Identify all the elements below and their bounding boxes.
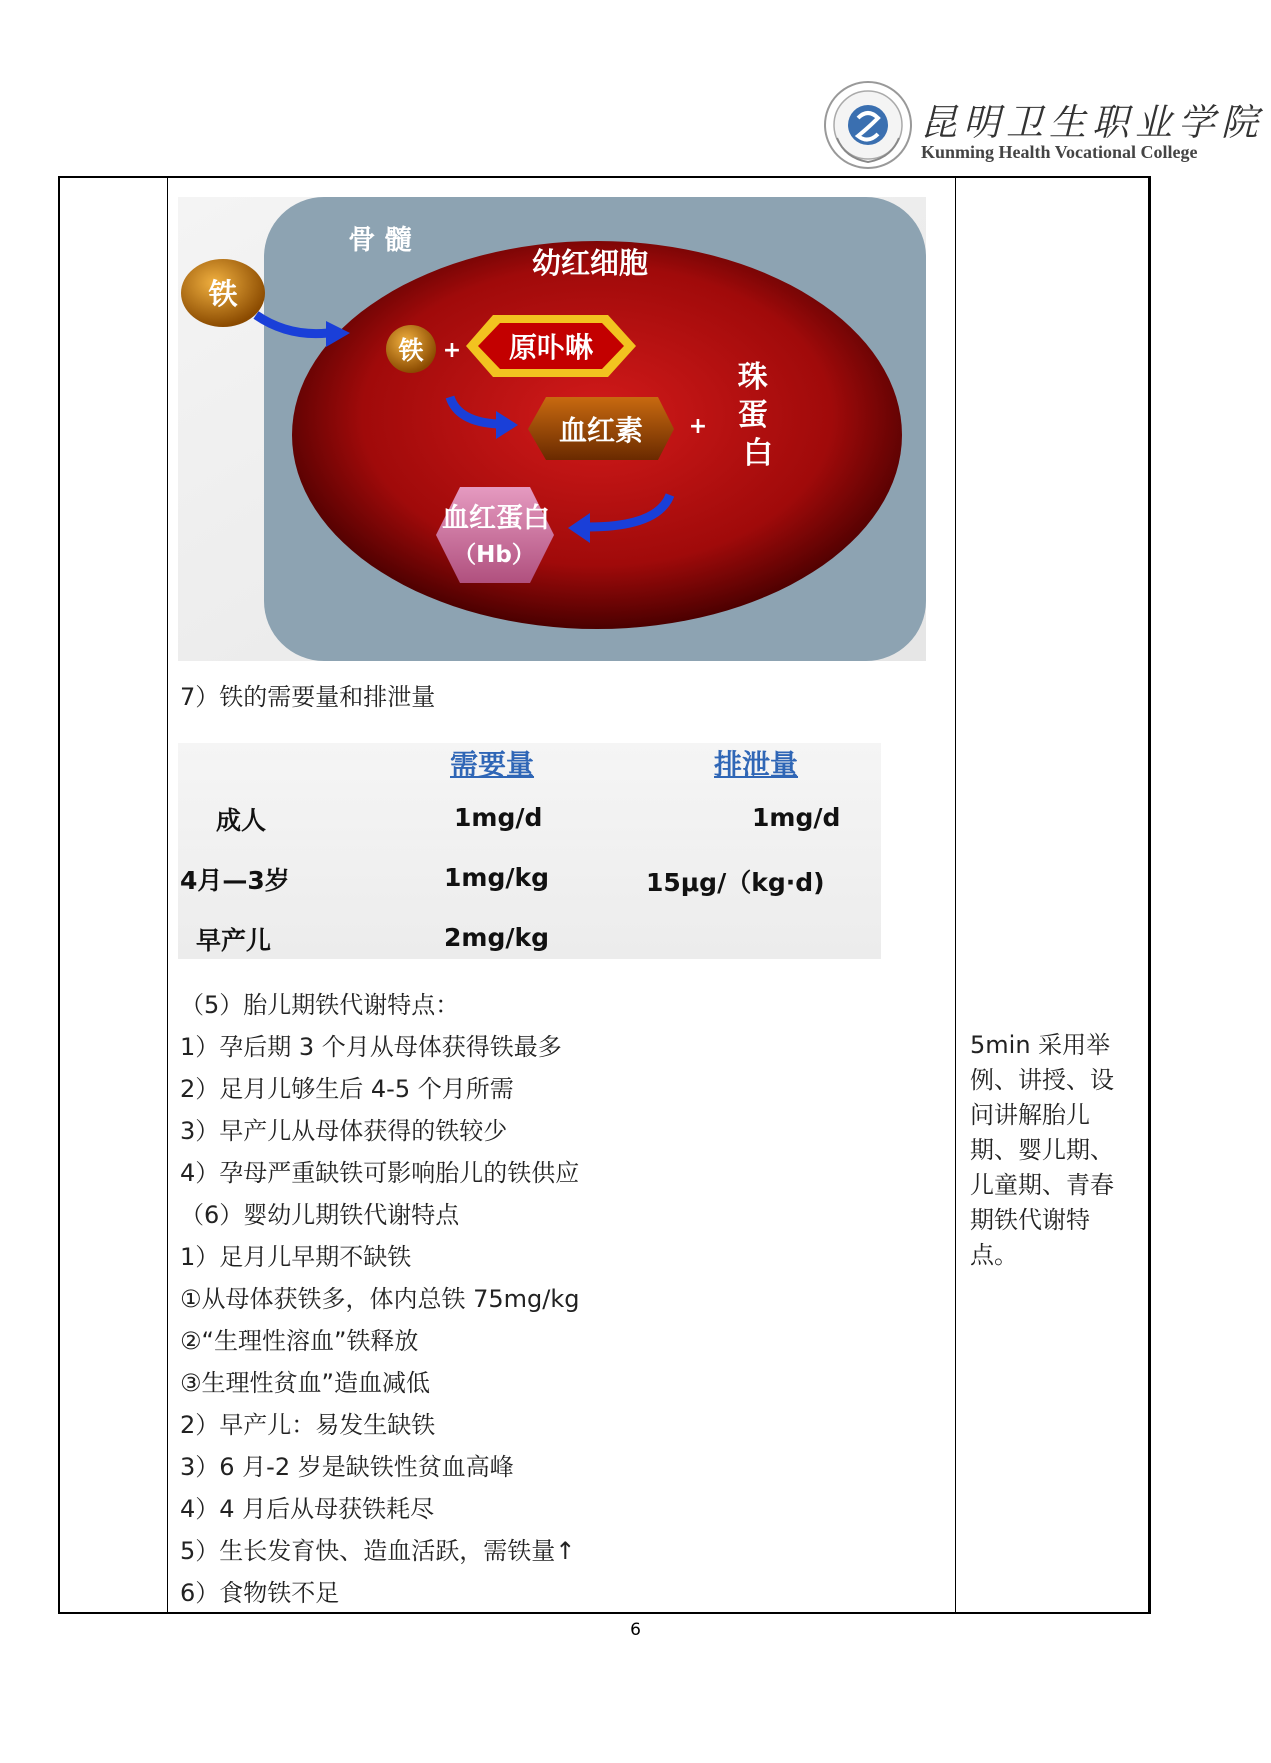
row-need-premature: 2mg/kg <box>444 923 549 952</box>
text-line: 4）孕母严重缺铁可影响胎儿的铁供应 <box>180 1159 580 1187</box>
iron-inside-label: 铁 <box>398 336 424 365</box>
text-line: 4）4 月后从母获铁耗尽 <box>180 1495 435 1523</box>
college-logo <box>823 80 913 170</box>
header-excretion: 排泄量 <box>714 748 799 781</box>
hb-label: （Hb） <box>453 542 535 568</box>
college-name-cn: 昆明卫生职业学院 <box>920 101 1264 144</box>
teaching-method-note <box>970 1028 1140 1273</box>
hemoglobin-shape <box>436 487 554 583</box>
text-line: （6）婴幼儿期铁代谢特点 <box>180 1201 460 1229</box>
section7-title: 7）铁的需要量和排泄量 <box>180 683 436 711</box>
text-line: 1）孕后期 3 个月从母体获得铁最多 <box>180 1033 562 1061</box>
bone-marrow-label: 骨 髓 <box>348 225 412 256</box>
text-line: ①从母体获铁多，体内总铁 75mg/kg <box>180 1285 580 1313</box>
text-line: 2）足月儿够生后 4-5 个月所需 <box>180 1075 514 1103</box>
text-line: 6）食物铁不足 <box>180 1579 340 1607</box>
note-line: 5min 采用举 <box>970 1031 1111 1059</box>
text-line: （5）胎儿期铁代谢特点： <box>180 991 460 1019</box>
iron-outside-label: 铁 <box>208 277 238 311</box>
note-line: 问讲解胎儿 <box>970 1101 1090 1129</box>
row-label-infant: 4月—3岁 <box>180 866 290 895</box>
text-line: 3）6 月-2 岁是缺铁性贫血高峰 <box>180 1453 514 1481</box>
note-line: 例、讲授、设 <box>970 1066 1114 1094</box>
row-need-infant: 1mg/kg <box>444 863 549 892</box>
hemoglobin-label: 血红蛋白 <box>442 503 550 534</box>
note-line: 期铁代谢特 <box>970 1206 1090 1234</box>
iron-requirement-table <box>178 743 881 959</box>
protoporphyrin-label: 原卟啉 <box>508 331 594 364</box>
iron-metabolism-diagram <box>178 197 926 661</box>
globin-label: 珠 蛋 白 <box>737 360 773 471</box>
heme-label: 血红素 <box>558 414 644 447</box>
erythroblast-label: 幼红细胞 <box>531 246 649 280</box>
row-excrete-infant: 15μg/（kg·d) <box>646 868 825 897</box>
college-name-en: Kunming Health Vocational College <box>921 142 1198 162</box>
text-line: 3）早产儿从母体获得的铁较少 <box>180 1117 508 1145</box>
row-label-premature: 早产儿 <box>196 926 272 955</box>
row-excrete-adult: 1mg/d <box>752 803 841 832</box>
plus-sign-1: + <box>442 338 462 363</box>
column-divider-left <box>167 176 168 1614</box>
page-number: 6 <box>630 1620 641 1640</box>
text-line: ②“生理性溶血”铁释放 <box>180 1327 419 1355</box>
note-line: 期、婴儿期、 <box>970 1136 1114 1164</box>
text-line: 5）生长发育快、造血活跃，需铁量↑ <box>180 1537 576 1565</box>
text-line: 1）足月儿早期不缺铁 <box>180 1243 412 1271</box>
table-right-border <box>1148 176 1151 1614</box>
text-line: 2）早产儿：易发生缺铁 <box>180 1411 436 1439</box>
row-label-adult: 成人 <box>216 806 267 835</box>
column-divider-right <box>955 176 956 1614</box>
note-line: 儿童期、青春 <box>970 1171 1114 1199</box>
note-line: 点。 <box>970 1241 1018 1269</box>
header-requirement: 需要量 <box>450 748 535 781</box>
plus-sign-2: + <box>688 414 708 439</box>
row-need-adult: 1mg/d <box>454 803 543 832</box>
text-line: ③生理性贫血”造血减低 <box>180 1369 430 1397</box>
